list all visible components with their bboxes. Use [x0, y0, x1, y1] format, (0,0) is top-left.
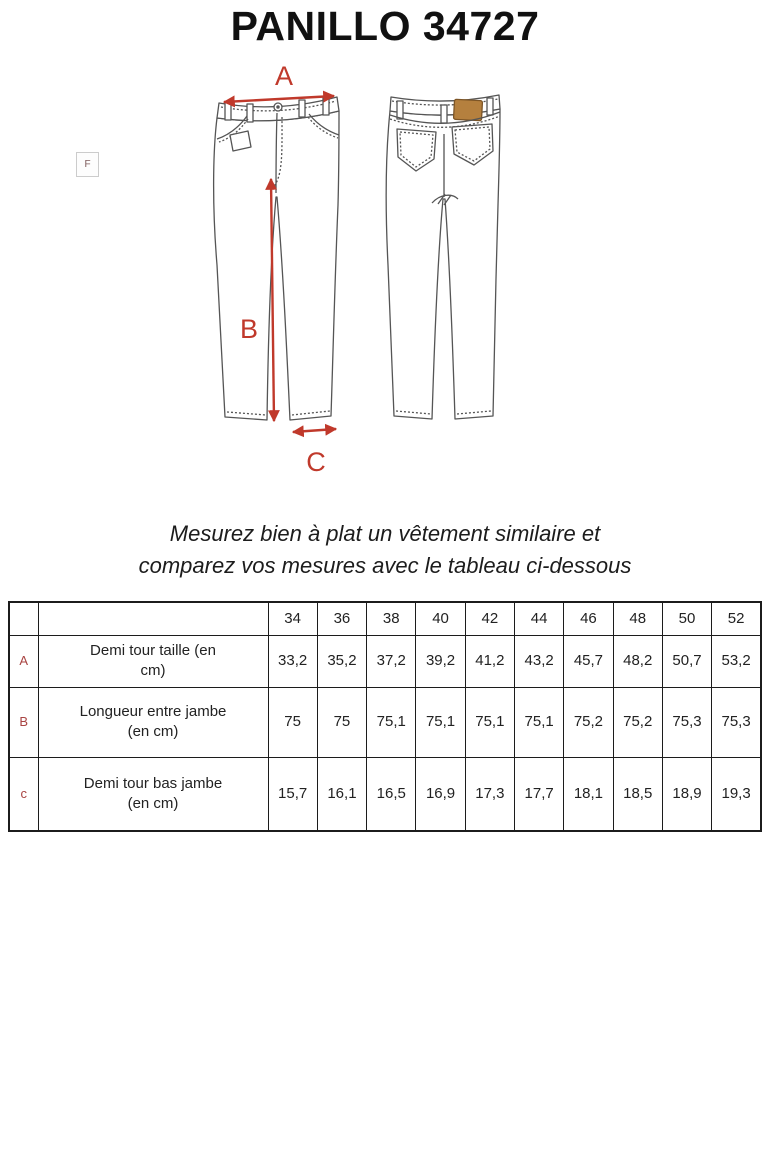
- measurement-value: 33,2: [268, 635, 317, 687]
- measurement-value: 17,7: [514, 757, 563, 831]
- page-title: PANILLO 34727: [230, 3, 540, 49]
- instruction-line-2: comparez vos mesures avec le tableau ci-dessous: [138, 553, 632, 578]
- measurement-row: [9, 635, 761, 687]
- front-belt-loop: [323, 98, 329, 115]
- size-column-header: 44: [514, 602, 563, 635]
- measurement-value: 75,2: [613, 687, 662, 757]
- measurement-value: 41,2: [465, 635, 514, 687]
- measurement-value: 43,2: [514, 635, 563, 687]
- measurement-label-a: A: [274, 61, 294, 91]
- size-column-header: 52: [712, 602, 761, 635]
- measurement-value: 45,7: [564, 635, 613, 687]
- size-table-header-row: [9, 602, 761, 635]
- measurement-value: 37,2: [367, 635, 416, 687]
- measurement-label: Demi tour taille (en cm): [38, 635, 268, 687]
- measurement-value: 75,3: [662, 687, 711, 757]
- measurement-value: 18,9: [662, 757, 711, 831]
- front-button-center: [277, 106, 279, 108]
- size-column-header: 40: [416, 602, 465, 635]
- measurement-value: 18,5: [613, 757, 662, 831]
- jeans-measurement-diagram: [0, 55, 770, 485]
- measurement-value: 16,1: [317, 757, 366, 831]
- front-coin-pocket: [230, 131, 251, 151]
- measurement-value: 35,2: [317, 635, 366, 687]
- leather-patch: [453, 99, 482, 120]
- size-table: [8, 601, 762, 832]
- measurement-row: [9, 687, 761, 757]
- back-belt-loop: [397, 101, 403, 119]
- measurement-value: 75: [317, 687, 366, 757]
- measurement-arrow-c: [293, 429, 336, 432]
- measurement-key: c: [9, 757, 38, 831]
- measurement-value: 15,7: [268, 757, 317, 831]
- measurement-value: 75,3: [712, 687, 761, 757]
- measurement-label: Longueur entre jambe (en cm): [38, 687, 268, 757]
- front-belt-loop: [299, 100, 305, 117]
- measurement-value: 75,1: [416, 687, 465, 757]
- broken-image-letter: F: [84, 159, 91, 170]
- size-column-header: 38: [367, 602, 416, 635]
- measurement-value: 75,1: [514, 687, 563, 757]
- measurement-value: 53,2: [712, 635, 761, 687]
- instruction-line-1: Mesurez bien à plat un vêtement similaire et: [169, 521, 601, 546]
- measurement-row: [9, 757, 761, 831]
- measurement-value: 19,3: [712, 757, 761, 831]
- measurement-value: 75,2: [564, 687, 613, 757]
- front-belt-loop: [225, 102, 231, 120]
- measurement-value: 50,7: [662, 635, 711, 687]
- measurement-label-b: B: [239, 314, 259, 344]
- measurement-value: 75: [268, 687, 317, 757]
- size-table-body: [9, 635, 761, 831]
- size-column-header: 46: [564, 602, 613, 635]
- size-column-header: 48: [613, 602, 662, 635]
- back-belt-loop: [441, 105, 447, 123]
- size-column-header: 42: [465, 602, 514, 635]
- measurement-value: 16,5: [367, 757, 416, 831]
- measurement-value: 75,1: [465, 687, 514, 757]
- measure-column-header: [38, 602, 268, 635]
- jeans-front-view: [214, 97, 339, 420]
- measurement-value: 39,2: [416, 635, 465, 687]
- measurement-value: 48,2: [613, 635, 662, 687]
- measurement-label: Demi tour bas jambe (en cm): [38, 757, 268, 831]
- measurement-value: 18,1: [564, 757, 613, 831]
- size-table-container: [8, 601, 762, 832]
- size-column-header: 34: [268, 602, 317, 635]
- jeans-back-view: [386, 95, 500, 419]
- back-belt-loop: [487, 98, 493, 115]
- measurement-key: B: [9, 687, 38, 757]
- measurement-value: 17,3: [465, 757, 514, 831]
- measurement-value: 75,1: [367, 687, 416, 757]
- measuring-instructions: [0, 518, 770, 582]
- measurement-label-c: C: [306, 447, 326, 477]
- size-column-header: 50: [662, 602, 711, 635]
- measurement-value: 16,9: [416, 757, 465, 831]
- measurement-key: A: [9, 635, 38, 687]
- size-column-header: 36: [317, 602, 366, 635]
- key-column-header: [9, 602, 38, 635]
